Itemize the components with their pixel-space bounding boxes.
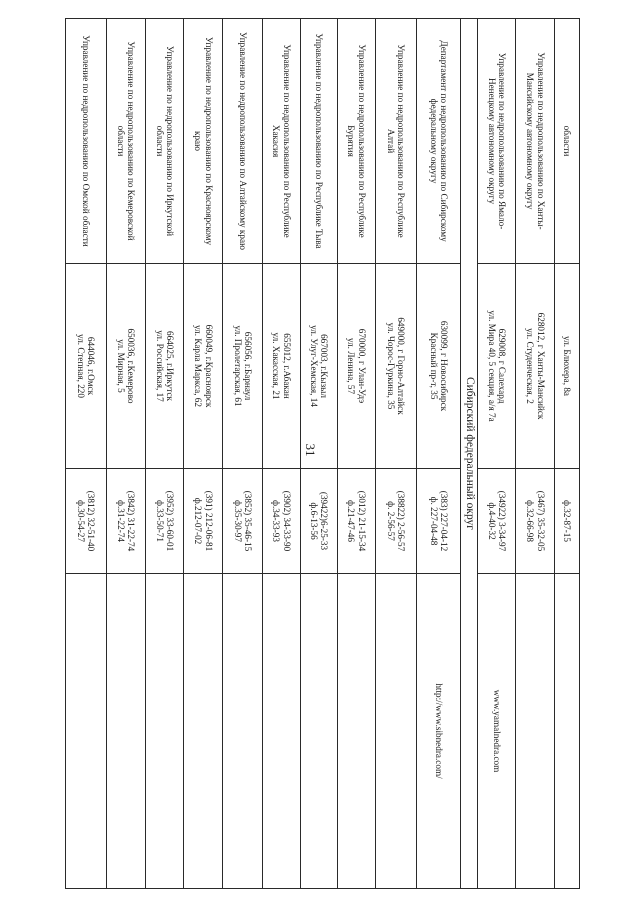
phone-cell <box>184 469 222 574</box>
agency-name-cell <box>516 19 554 264</box>
address-line: 630099, г Новосибирск <box>439 320 450 412</box>
address-line: ул. Мирная, 5 <box>115 339 126 393</box>
address-line: 660049, г.Красноярск <box>203 324 214 408</box>
district-header: Сибирский федеральный округ <box>461 19 477 889</box>
agency-name-line: Бурятия <box>346 125 357 157</box>
rotated-table-container <box>65 18 580 888</box>
agency-name-line: краю <box>193 131 204 151</box>
address-cell <box>338 264 375 469</box>
agency-name-line: федеральному округу <box>428 98 439 184</box>
phone-cell <box>145 469 183 574</box>
address-line: Красный пр-т, 35 <box>428 332 439 400</box>
website-cell <box>222 574 262 889</box>
phone-line: (3842) 31-22-74 <box>126 490 137 552</box>
phone-cell <box>375 469 416 574</box>
website-cell <box>263 574 300 889</box>
phone-line: (3812) 32-51-40 <box>86 490 97 552</box>
phone-line: (39422)6-25-33 <box>319 491 330 551</box>
website-line: http://www.sibnedra.com/ <box>434 683 445 779</box>
address-cell <box>300 264 337 469</box>
table-row <box>66 19 107 889</box>
address-line: 664025, г.Иркутск <box>165 330 176 401</box>
phone-cell <box>516 469 554 574</box>
table-body-top <box>477 19 579 889</box>
address-line: ул. Степная, 220 <box>75 334 86 398</box>
website-cell <box>416 574 461 889</box>
phone-line: ф.21-47-46 <box>346 500 357 542</box>
address-cell <box>554 264 579 469</box>
agency-name-cell <box>375 19 416 264</box>
agency-name-line: Управление по недропользованию по Республике <box>356 44 367 238</box>
phone-line: (3952) 33-60-01 <box>165 490 176 552</box>
website-cell <box>106 574 145 889</box>
website-cell <box>145 574 183 889</box>
address-cell <box>263 264 300 469</box>
agency-name-line: Управление по недропользованию по Кемеровской <box>126 41 137 241</box>
phone-line: ф.34-33-93 <box>271 500 282 542</box>
phone-line: (34922) 3-34-97 <box>497 490 508 552</box>
table-row <box>300 19 337 889</box>
phone-line: ф.4-40-32 <box>486 502 497 540</box>
agency-name-cell <box>66 19 107 264</box>
address-line: ул. Пролетарская, 61 <box>232 325 243 407</box>
agency-name-cell <box>222 19 262 264</box>
agency-name-cell <box>477 19 515 264</box>
agency-name-line: Управление по недропользованию по Республике <box>282 44 293 238</box>
address-line: ул. Карла Маркса, 62 <box>193 324 204 407</box>
table-row <box>222 19 262 889</box>
phone-cell <box>106 469 145 574</box>
address-line: ул. Чорос-Гуркина, 35 <box>385 322 396 410</box>
agency-name-cell <box>554 19 579 264</box>
agency-name-line: Управление по недропользованию по Ханты- <box>535 52 546 230</box>
address-line: ул. Блюхера, 8а <box>562 336 573 396</box>
phone-cell <box>263 469 300 574</box>
address-line: 655012, г.Абакан <box>282 333 293 399</box>
address-cell <box>66 264 107 469</box>
phone-line: (3852) 35-46-15 <box>243 490 254 552</box>
phone-line: ф.32-87-15 <box>562 500 573 542</box>
agency-name-cell <box>145 19 183 264</box>
district-section <box>461 19 477 889</box>
address-cell <box>375 264 416 469</box>
agency-name-line: Алтай <box>385 128 396 154</box>
table-row <box>554 19 579 889</box>
agency-name-line: Хакасия <box>271 124 282 158</box>
address-line: 628012, г Ханты-Мансийск <box>535 312 546 420</box>
table-row <box>184 19 222 889</box>
phone-line: ф.35-30-97 <box>232 500 243 542</box>
agency-name-cell <box>416 19 461 264</box>
table-row <box>145 19 183 889</box>
agencies-table <box>65 18 580 889</box>
table-row <box>375 19 416 889</box>
agency-name-line: Департамент по недропользованию по Сибирскому <box>439 40 450 242</box>
agency-name-line: области <box>154 125 165 157</box>
phone-line: (3467) 35-32-05 <box>535 490 546 552</box>
website-cell <box>375 574 416 889</box>
phone-line: ф.30-54-27 <box>75 500 86 542</box>
agency-name-cell <box>263 19 300 264</box>
agency-name-cell <box>338 19 375 264</box>
phone-cell <box>554 469 579 574</box>
phone-cell <box>416 469 461 574</box>
address-line: ул. Ленина, 57 <box>346 337 357 395</box>
website-cell <box>338 574 375 889</box>
phone-line: (383) 227-04-12 <box>439 490 450 552</box>
agency-name-line: Управление по недропользованию по Красноярскому <box>203 36 214 246</box>
address-cell <box>477 264 515 469</box>
website-cell <box>66 574 107 889</box>
address-cell <box>516 264 554 469</box>
phone-line: ф.32-66-98 <box>525 500 536 542</box>
address-line: ул. Улуг-Хемская, 14 <box>308 325 319 407</box>
phone-line: ф.33-50-71 <box>154 500 165 542</box>
address-line: 649000, г Горно-Алтайск <box>396 317 407 415</box>
address-line: 629008, г Салехард <box>497 328 508 404</box>
agency-name-line: Ненецкому автономному округу <box>486 77 497 205</box>
website-cell <box>516 574 554 889</box>
address-line: 650036, г.Кемерово <box>126 328 137 404</box>
phone-line: ф.6-13-56 <box>308 502 319 540</box>
website-cell <box>184 574 222 889</box>
agency-name-cell <box>106 19 145 264</box>
website-cell <box>554 574 579 889</box>
table-row <box>477 19 515 889</box>
agency-name-line: области <box>562 125 573 157</box>
phone-line: ф.31-22-74 <box>115 500 126 542</box>
phone-cell <box>300 469 337 574</box>
agency-name-line: Мансийскому автономному округу <box>525 72 536 210</box>
phone-cell <box>66 469 107 574</box>
phone-cell <box>477 469 515 574</box>
table-row <box>263 19 300 889</box>
address-cell <box>416 264 461 469</box>
phone-line: (391) 212-06-81 <box>203 490 214 552</box>
website-cell <box>477 574 515 889</box>
phone-cell <box>338 469 375 574</box>
address-line: 670000, г Улан-Удэ <box>356 328 367 404</box>
address-cell <box>106 264 145 469</box>
website-cell <box>300 574 337 889</box>
table-row <box>416 19 461 889</box>
address-line: ул. Хакасская, 21 <box>271 332 282 400</box>
phone-line: ф.212-07-02 <box>193 497 204 545</box>
agency-name-cell <box>300 19 337 264</box>
agency-name-line: Управление по недропользованию по Республике <box>396 44 407 238</box>
agency-name-line: Управление по недропользованию по Омской области <box>81 35 92 247</box>
address-cell <box>184 264 222 469</box>
phone-line: ф. 2-56-57 <box>385 501 396 541</box>
table-row <box>338 19 375 889</box>
address-line: ул. Мира 40, 5 секция, а/я 7а <box>486 310 497 422</box>
phone-line: (38822) 2-56-57 <box>396 490 407 552</box>
agency-name-line: Управление по недропользованию по Ямало- <box>497 52 508 230</box>
agency-name-line: Управление по недропользованию по Иркутской <box>165 45 176 237</box>
table-body-bottom <box>66 19 461 889</box>
address-line: 667003, г.Кызыл <box>319 334 330 398</box>
address-line: 644046, г.Омск <box>86 336 97 396</box>
website-line: www.yamalnedra.com <box>491 689 502 773</box>
district-header-row <box>461 19 477 889</box>
phone-line: (3012) 21-15-34 <box>356 490 367 552</box>
phone-cell <box>222 469 262 574</box>
address-line: ул. Студенческая, 2 <box>525 328 536 404</box>
agency-name-cell <box>184 19 222 264</box>
address-cell <box>222 264 262 469</box>
phone-line: (3902) 34-33-90 <box>282 490 293 552</box>
agency-name-line: области <box>115 125 126 157</box>
address-line: 656056, г.Барнаул <box>243 331 254 401</box>
phone-line: ф. 227-04-48 <box>428 496 439 546</box>
address-line: ул. Российская, 17 <box>154 330 165 402</box>
agency-name-line: Управление по недропользованию по Алтайскому краю <box>237 32 248 250</box>
table-row <box>516 19 554 889</box>
page-number: 31 <box>303 443 318 457</box>
table-row <box>106 19 145 889</box>
address-cell <box>145 264 183 469</box>
agency-name-line: Управление по недропользованию по Республике Тыва <box>314 33 325 249</box>
